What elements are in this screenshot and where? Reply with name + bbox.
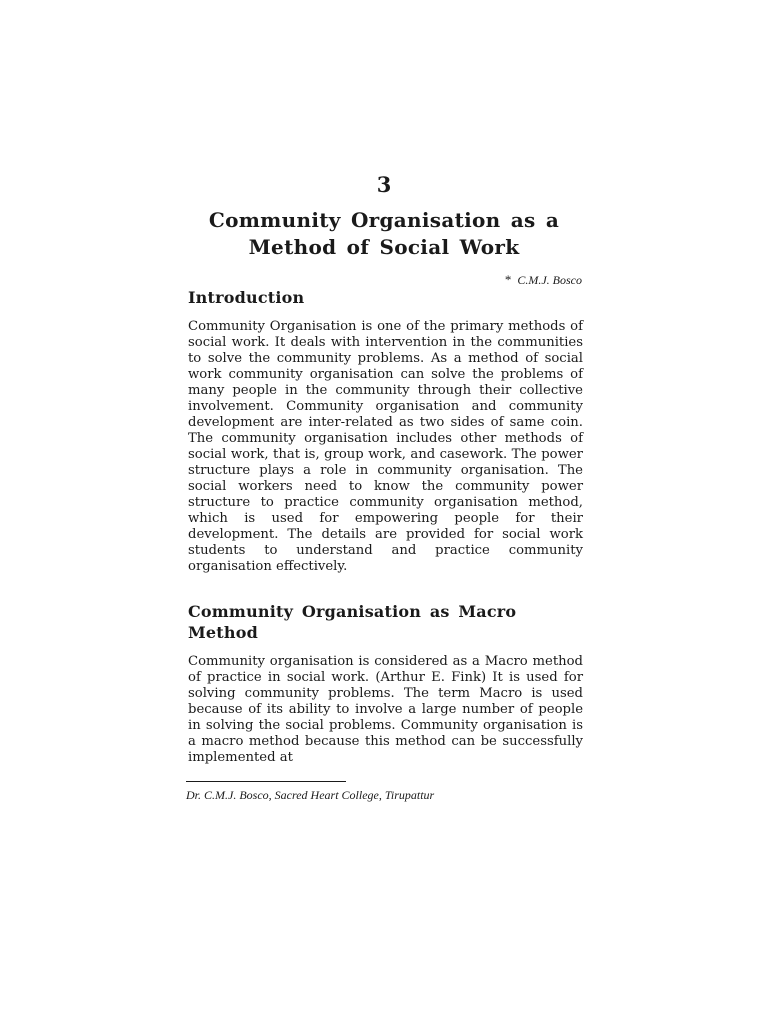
footnote-marker: * [504,272,512,287]
section-heading-macro-method: Community Organisation as Macro Method [188,602,517,642]
author-name: C.M.J. Bosco [517,273,582,287]
paragraph-introduction: Community Organisation is one of the primary methods of social work. It deals with intervention in the communities to solve the community problems. As a method of social work community organisation can solve the problems of many people in the community through their collective involvement. Community organisation and community development are inter-related as two sides of same coin. The community organisation includes other methods of social work, that is, group work, and casework. The power structure plays a role in community organisation. The social workers need to know the community power structure to practice community organisation method, which is used for empowering people for their development. The details are provided for social work students to understand and practice community organisation effectively. [188,319,583,574]
chapter-title [174,207,594,261]
author-byline [188,272,582,288]
chapter-number: 3 [376,172,392,197]
section-heading-introduction: Introduction [188,288,305,307]
chapter-title-line-1: Community Organisation as a [208,208,560,232]
paragraph-macro-method: Community organisation is considered as a Macro method of practice in social work. (Arthur E. Fink) It is used for solving community problems. The term Macro is used because of its ability to involve a large number of people in solving the social problems. Community organisation is a macro method because this method can be successfully implemented at [188,654,583,765]
chapter-title-line-2: Method of Social Work [248,235,520,259]
footnote-divider [186,781,346,782]
footnote-text: Dr. C.M.J. Bosco, Sacred Heart College, Tirupattur [186,788,435,802]
